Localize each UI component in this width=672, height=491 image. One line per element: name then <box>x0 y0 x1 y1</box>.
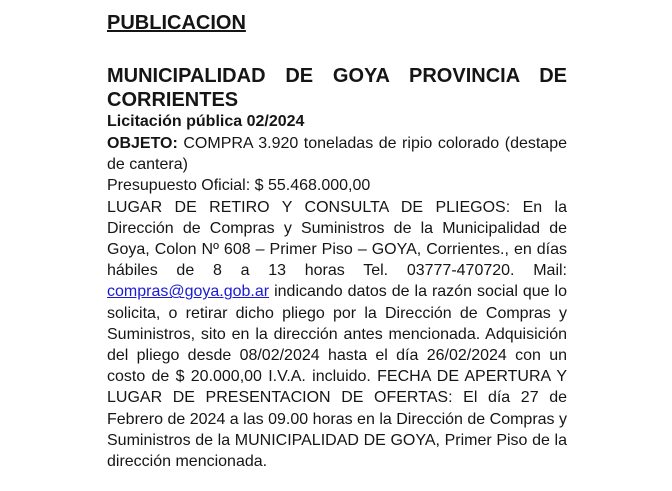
details-paragraph <box>107 197 567 473</box>
publication-heading: PUBLICACION <box>107 12 246 34</box>
objeto-text: COMPRA 3.920 toneladas de ripio colorado (destape de cantera) <box>107 135 567 174</box>
objeto-paragraph <box>107 133 567 175</box>
email-link[interactable]: compras@goya.gob.ar <box>107 283 270 301</box>
organization-title-line2: CORRIENTES <box>107 89 239 111</box>
details-text-part1: LUGAR DE RETIRO Y CONSULTA DE PLIEGOS: En la Dirección de Compras y Suministros de la Municipalidad de Goya, Colon Nº 608 – Primer Piso – GOYA, Corrientes., en días hábiles de 8 a 13 horas Tel. 03777-470720. Mail: <box>107 198 567 280</box>
objeto-label: OBJETO: <box>107 135 178 152</box>
details-text-part2: indicando datos de la razón social que lo solicita, o retirar dicho pliego por la Dirección de Compras y Suministros, sito en la dirección antes mencionada. Adquisición del pliego desde 08/02/2024 hasta el día 26/02/2024 con un costo de $ 20.000,00 I.V.A. incluido. FECHA DE APERTURA Y LUGAR DE PRESENTACION DE OFERTAS: El día 27 de Febrero de 2024 a las 09.00 horas en la Dirección de Compras y Suministros de la MUNICIPALIDAD DE GOYA, Primer Piso de la dirección mencionada. <box>107 283 567 471</box>
budget-paragraph: Presupuesto Oficial: $ 55.468.000,00 <box>107 177 371 195</box>
publication-body <box>107 133 567 472</box>
organization-title <box>107 64 567 112</box>
publication-document <box>107 8 567 472</box>
organization-title-line1: MUNICIPALIDAD DE GOYA PROVINCIA DE <box>107 65 567 87</box>
tender-number: Licitación pública 02/2024 <box>107 113 305 130</box>
